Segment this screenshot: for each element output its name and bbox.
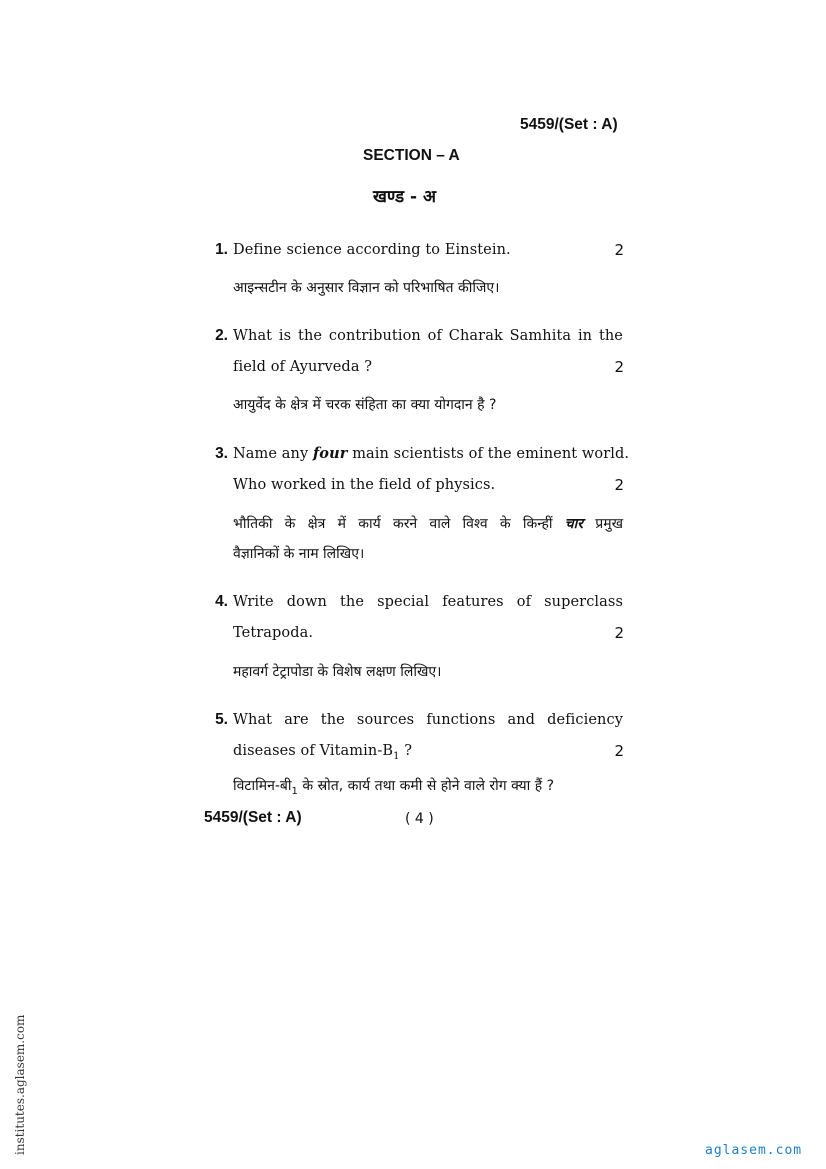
section-title-hindi: खण्ड - अ [373, 187, 436, 207]
question-number: 4. [215, 593, 228, 610]
question-text-emphasis: four [312, 445, 348, 462]
page-number: ( 4 ) [405, 811, 434, 827]
question-text-line-2 [233, 741, 623, 761]
question-text-line-1 [233, 444, 630, 464]
hindi-text-pre: भौतिकी के क्षेत्र में कार्य करने वाले विश्व के किन्हीं [233, 516, 553, 532]
question-text-post: ? [399, 743, 413, 759]
question-marks: 2 [614, 358, 624, 376]
subscript: 1 [393, 750, 400, 762]
paper-code-header: 5459/(Set : A) [520, 116, 618, 133]
question-number: 2. [215, 327, 228, 344]
question-text-line-2: Who worked in the field of physics. [233, 477, 496, 493]
question-text-pre: Name any [233, 446, 309, 462]
question-text-line-1: What is the contribution of Charak Samhita in the [233, 328, 623, 344]
section-title: SECTION – A [363, 147, 460, 164]
question-text-pre: diseases of Vitamin-B [233, 743, 394, 759]
question-text-line-2: field of Ayurveda ? [233, 359, 373, 375]
question-text-post: main scientists of the eminent world. [352, 446, 630, 462]
question-text-hindi-line-2: वैज्ञानिकों के नाम लिखिए। [233, 546, 365, 562]
side-watermark: institutes.aglasem.com [13, 1014, 27, 1155]
hindi-subscript: 1 [291, 785, 298, 797]
question-marks: 2 [614, 241, 624, 259]
question-text-hindi-line-1 [233, 514, 623, 534]
question-number: 5. [215, 711, 228, 728]
question-text-line-2: Tetrapoda. [233, 625, 314, 641]
question-marks: 2 [614, 476, 624, 494]
hindi-text-post: प्रमुख [595, 516, 624, 532]
brand-watermark: aglasem.com [705, 1143, 803, 1158]
question-number: 1. [215, 241, 228, 258]
question-text-hindi: आइन्सटीन के अनुसार विज्ञान को परिभाषित कीजिए। [233, 280, 500, 296]
question-text-line-1: Write down the special features of superclass [233, 594, 623, 610]
hindi-text-pre: विटामिन-बी [233, 778, 292, 794]
question-text-hindi [233, 776, 623, 796]
question-text-hindi: आयुर्वेद के क्षेत्र में चरक संहिता का क्या योगदान है ? [233, 397, 497, 413]
question-marks: 2 [614, 624, 624, 642]
hindi-text-emphasis: चार [564, 516, 583, 532]
question-marks: 2 [614, 742, 624, 760]
question-text: Define science according to Einstein. [233, 242, 511, 258]
hindi-text-post: के स्रोत, कार्य तथा कमी से होने वाले रोग क्या हैं ? [297, 778, 555, 794]
question-text-hindi: महावर्ग टेट्रापोडा के विशेष लक्षण लिखिए। [233, 664, 442, 680]
question-number: 3. [215, 445, 228, 462]
question-text-line-1: What are the sources functions and deficiency [233, 712, 623, 728]
paper-code-footer: 5459/(Set : A) [204, 809, 302, 826]
